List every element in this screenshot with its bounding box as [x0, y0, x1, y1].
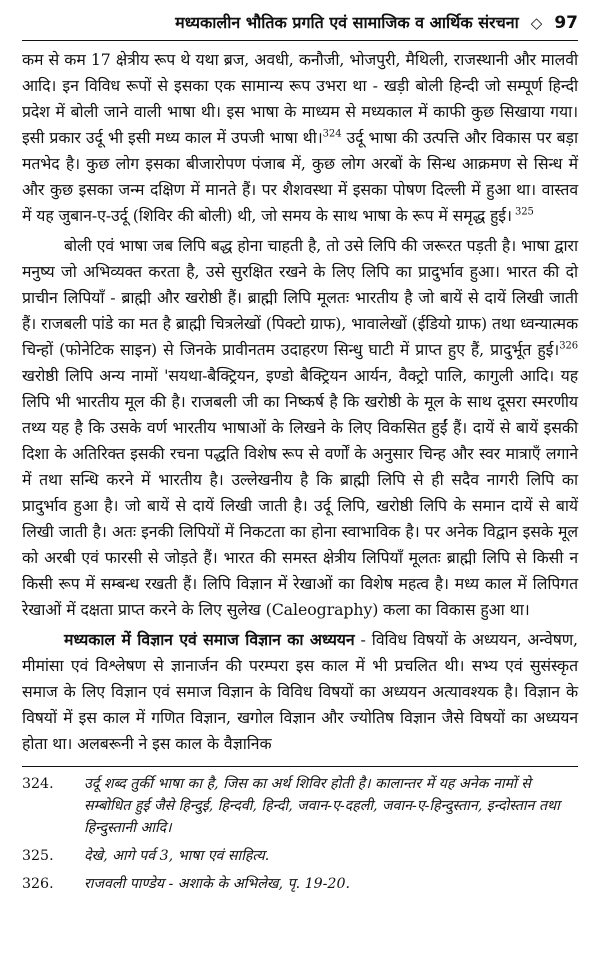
footnote-number: 325. — [22, 848, 54, 864]
paragraph-science — [22, 627, 578, 757]
footnote-ref: 325 — [511, 206, 534, 218]
footnote-number: 326. — [22, 876, 54, 892]
footnote-number: 324. — [22, 776, 54, 792]
header-title: मध्यकालीन भौतिक प्रगति एवं सामाजिक व आर्थिक संरचना — [175, 13, 519, 32]
page-number: 97 — [554, 13, 578, 33]
paragraph-dialects — [22, 47, 578, 229]
footnote-text: राजवली पाण्डेय - अशाके के अभिलेख, पृ. 19-20. — [84, 876, 350, 892]
paragraph-text: कम से कम 17 क्षेत्रीय रूप थे यथा ब्रज, अवधी, कनौजी, भोजपुरी, मैथिली, राजस्थानी और मालवी आदि। इन विविध रूपों से इसका एक सामान्य रूप उभरा था - खड़ी बोली हिन्दी जो सम्पूर्ण हिन्दी प्रदेश में बोली जाने वाली भाषा थी। इस भाषा के माध्यम से मध्यकाल में काफी कुछ सिखाया गया। इसी प्रकार उर्दू भी इसी मध्य काल में उपजी भाषा थी। — [22, 50, 578, 147]
paragraph-text: - विविध विषयों के अध्ययन, अन्वेषण, मीमांसा एवं विश्लेषण से ज्ञानार्जन की परम्परा इस काल में भी प्रचलित थी। सभ्य एवं सुसंस्कृत समाज के लिए विज्ञान एवं समाज विज्ञान के विविध विषयों का अध्ययन अत्यावश्यक है। विज्ञान के विषयों में इस काल में गणित विज्ञान, खगोल विज्ञान और ज्योतिष विज्ञान जैसे विषयों का अध्ययन होता था। अलबरूनी ने इस काल के वैज्ञानिक — [22, 630, 578, 753]
footnote-text: देखे, आगे पर्व 3, भाषा एवं साहित्य. — [84, 848, 270, 864]
footnote-324 — [22, 773, 578, 839]
running-header — [22, 6, 578, 41]
footnote-326 — [22, 873, 578, 895]
diamond-icon: ◇ — [530, 14, 543, 32]
footnote-text: उर्दू शब्द तुर्की भाषा का है, जिस का अर्थ शिविर होती है। कालान्तर में यह अनेक नामों से सम्बोधित हुई जैसे हिन्दुई, हिन्दवी, हिन्दी, जवान-ए-दहली, जवान-ए-हिन्दुस्तान, इन्दोस्तान तथा हिन्दुस्तानी आदि। — [84, 776, 560, 836]
footnote-ref: 324 — [322, 128, 342, 140]
paragraph-text: बोली एवं भाषा जब लिपि बद्ध होना चाहती है, तो उसे लिपि की जरूरत पड़ती है। भाषा द्वारा मनुष्य जो अभिव्यक्त करता है, उसे सुरक्षित रखने के लिए लिपि का प्रादुर्भाव हुआ। भारत की दो प्राचीन लिपियाँ - ब्राह्मी और खरोष्ठी हैं। ब्राह्मी लिपि मूलतः भारतीय है जो बायें से दायें लिखी जाती हैं। राजबली पांडे का मत है ब्राह्मी चित्रलेखों (पिक्टो ग्राफ), भावालेखों (ईडियो ग्राफ) तथा ध्वन्यात्मक चिन्हों (फोनेटिक साइन) से जिनके प्रावीनतम उदाहरण सिन्धु घाटी में प्राप्त हुए हैं, प्रादुर्भूत हुई। — [22, 236, 578, 359]
section-heading: मध्यकाल में विज्ञान एवं समाज विज्ञान का अध्ययन — [64, 630, 355, 649]
footnote-divider — [22, 766, 578, 767]
paragraph-text: उर्दू भाषा की उत्पत्ति और विकास पर बड़ा मतभेद है। कुछ लोग इसका बीजारोपण पंजाब में, कुछ लोग अरबों के सिन्ध आक्रमण से सिन्ध में और कुछ इसका जन्म दक्षिण में मानते हैं। पर शैशवस्था में इसका पोषण दिल्ली में हुआ था। वास्तव में यह जुबान-ए-उर्दू (शिविर की बोली) थी, जो समय के साथ भाषा के रूप में समृद्ध हुई। — [22, 128, 578, 225]
paragraph-text: खरोष्ठी लिपि अन्य नामों 'सयथा-बैक्ट्रियन, इण्डो बैक्ट्रियन आर्यन, वैक्ट्रो पालि, कागुली आदि। यह लिपि भी भारतीय मूल की है। राजबली जी का निष्कर्ष है कि खरोष्ठी के मूल के साथ दूसरा स्मरणीय तथ्य यह है कि उसके वर्ण भारतीय भाषाओं के लिखने के लिए विकसित हुईं हैं। दायें से बायें इसकी दिशा के अतिरिक्त इसकी रचना पद्धति विशेष रूप से वर्णों के अनुसार चिन्ह और स्वर मात्राएँ लगाने में तथा सन्धि करने में भारतीय है। उल्लेखनीय है कि ब्राह्मी लिपि से ही सदैव नागरी लिपि का प्रादुर्भाव हुआ है। जो बायें से दायें लिखी जाती है। उर्दू लिपि, खरोष्ठी लिपि के समान दायें से बायें लिखी जाती है। अतः इनकी लिपियों में निकटता का होना स्वाभाविक है। पर अनेक विद्वान इसके मूल को अरबी एवं फारसी से जोड़ते हैं। भारत की समस्त क्षेत्रीय लिपियाँ मूलतः ब्राह्मी लिपि से किसी न किसी रूप में सम्बन्ध रखती हैं। लिपि विज्ञान में रेखाओं का विशेष महत्व है। मध्य काल में लिपिगत रेखाओं में दक्षता प्राप्त करने के लिए सुलेख (Caleography) कला का विकास हुआ था। — [22, 366, 578, 619]
paragraph-scripts — [22, 233, 578, 623]
footnote-ref: 326 — [559, 340, 578, 352]
footnote-325 — [22, 845, 578, 867]
